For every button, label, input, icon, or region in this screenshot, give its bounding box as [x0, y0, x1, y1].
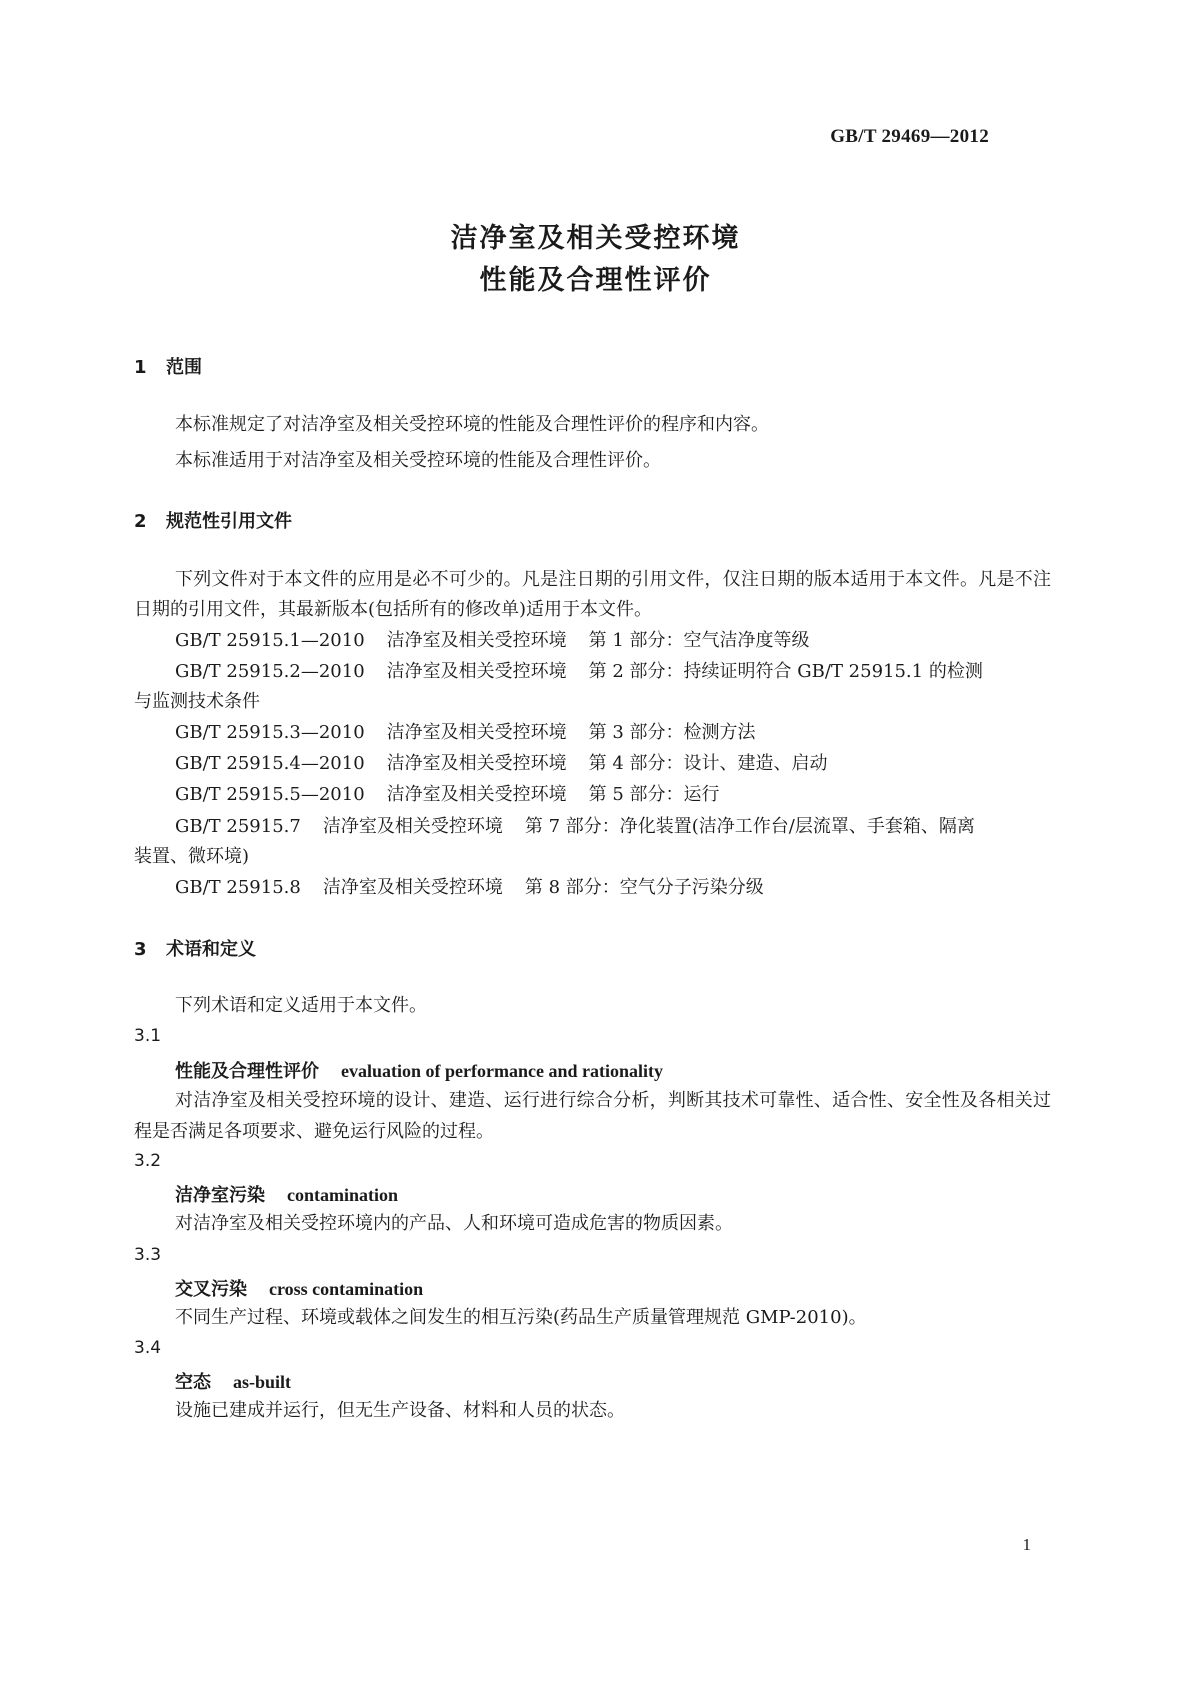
clause-number: 3.2 — [134, 1151, 162, 1171]
term-heading — [175, 1368, 291, 1394]
term-english: contamination — [287, 1185, 399, 1205]
reference-part: 第 4 部分：设计、建造、启动 — [588, 753, 828, 774]
term-heading — [175, 1181, 398, 1207]
section-3-heading — [134, 935, 256, 961]
paragraph: 本标准规定了对洁净室及相关受控环境的性能及合理性评价的程序和内容。 — [175, 414, 769, 435]
reference-code: GB/T 25915.8 — [175, 877, 301, 898]
reference-item — [175, 874, 764, 902]
reference-code: GB/T 25915.1—2010 — [175, 630, 365, 651]
reference-name: 洁净室及相关受控环境 — [322, 877, 503, 898]
reference-name: 洁净室及相关受控环境 — [386, 661, 567, 682]
term-definition: 对洁净室及相关受控环境内的产品、人和环境可造成危害的物质因素。 — [175, 1213, 733, 1234]
reference-continuation: 与监测技术条件 — [134, 691, 260, 712]
section-title: 规范性引用文件 — [166, 511, 292, 532]
document-title-line-2: 性能及合理性评价 — [479, 265, 712, 296]
term-chinese: 交叉污染 — [175, 1279, 247, 1300]
clause-number: 3.1 — [134, 1026, 162, 1046]
term-chinese: 洁净室污染 — [175, 1185, 265, 1206]
reference-part: 第 2 部分：持续证明符合 GB/T 25915.1 的检测 — [588, 661, 983, 682]
section-2-heading — [134, 507, 292, 533]
reference-item — [175, 813, 975, 841]
reference-item — [175, 627, 810, 655]
reference-name: 洁净室及相关受控环境 — [322, 816, 503, 837]
term-heading — [175, 1275, 423, 1301]
reference-part: 第 8 部分：空气分子污染分级 — [524, 877, 764, 898]
reference-code: GB/T 25915.4—2010 — [175, 753, 365, 774]
section-number: 1 — [134, 357, 147, 378]
terms-intro: 下列术语和定义适用于本文件。 — [175, 995, 427, 1016]
reference-name: 洁净室及相关受控环境 — [386, 784, 567, 805]
term-definition: 设施已建成并运行，但无生产设备、材料和人员的状态。 — [175, 1400, 625, 1421]
reference-code: GB/T 25915.7 — [175, 816, 301, 837]
term-heading — [175, 1057, 663, 1083]
page-number: 1 — [1022, 1535, 1031, 1554]
reference-part: 第 3 部分：检测方法 — [588, 722, 756, 743]
reference-name: 洁净室及相关受控环境 — [386, 630, 567, 651]
section-number: 2 — [134, 511, 147, 532]
reference-item — [175, 781, 720, 809]
document-title-line-1: 洁净室及相关受控环境 — [450, 223, 741, 254]
standard-number: GB/T 29469—2012 — [830, 126, 989, 147]
term-definition: 不同生产过程、环境或载体之间发生的相互污染(药品生产质量管理规范 GMP-2010)。 — [175, 1307, 867, 1328]
term-definition: 对洁净室及相关受控环境的设计、建造、运行进行综合分析，判断其技术可靠性、适合性、安全性及各相关过程是否满足各项要求、避免运行风险的过程。 — [134, 1090, 1051, 1142]
section-title: 术语和定义 — [166, 939, 256, 960]
section-number: 3 — [134, 939, 147, 960]
term-english: cross contamination — [269, 1279, 424, 1299]
reference-code: GB/T 25915.5—2010 — [175, 784, 365, 805]
term-chinese: 空态 — [175, 1372, 211, 1393]
normative-references-intro: 下列文件对于本文件的应用是必不可少的。凡是注日期的引用文件，仅注日期的版本适用于本文件。凡是不注日期的引用文件，其最新版本(包括所有的修改单)适用于本文件。 — [134, 569, 1051, 620]
reference-item — [175, 750, 828, 778]
term-english: evaluation of performance and rationality — [341, 1061, 663, 1081]
section-1-heading — [134, 353, 202, 379]
reference-part: 第 5 部分：运行 — [588, 784, 720, 805]
reference-item — [175, 658, 983, 686]
section-title: 范围 — [166, 357, 202, 378]
reference-item — [175, 719, 756, 747]
reference-part: 第 7 部分：净化装置(洁净工作台/层流罩、手套箱、隔离 — [524, 816, 975, 837]
term-english: as-built — [233, 1372, 292, 1392]
reference-name: 洁净室及相关受控环境 — [386, 753, 567, 774]
term-chinese: 性能及合理性评价 — [175, 1061, 319, 1082]
clause-number: 3.3 — [134, 1245, 162, 1265]
reference-continuation: 装置、微环境) — [134, 846, 250, 867]
clause-number: 3.4 — [134, 1338, 162, 1358]
reference-part: 第 1 部分：空气洁净度等级 — [588, 630, 810, 651]
reference-code: GB/T 25915.2—2010 — [175, 661, 365, 682]
paragraph: 本标准适用于对洁净室及相关受控环境的性能及合理性评价。 — [175, 450, 661, 471]
reference-code: GB/T 25915.3—2010 — [175, 722, 365, 743]
reference-name: 洁净室及相关受控环境 — [386, 722, 567, 743]
